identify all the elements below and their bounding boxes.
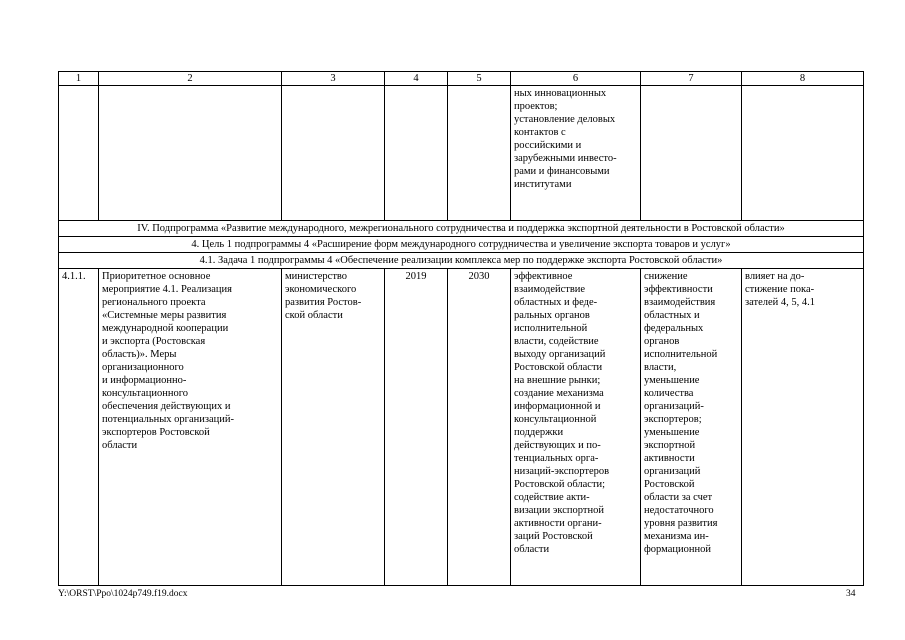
col-number-1: 1 — [59, 72, 99, 86]
indicator-link: влияет на до- стижение пока- зателей 4, 5, 4.1 — [742, 269, 864, 586]
cont-cell-2 — [99, 86, 282, 221]
cont-cell-3 — [282, 86, 385, 221]
col-number-2: 2 — [99, 72, 282, 86]
col-number-7: 7 — [641, 72, 742, 86]
file-path: Y:\ORST\Ppo\1024p749.f19.docx — [58, 589, 188, 599]
cont-cell-1 — [59, 86, 99, 221]
col-number-3: 3 — [282, 72, 385, 86]
column-number-row — [59, 72, 864, 86]
executor: министерство экономического развития Ростов- ской области — [282, 269, 385, 586]
goal-title: 4. Цель 1 подпрограммы 4 «Расширение форм международного сотрудничества и увеличение экспорта товаров и услуг» — [59, 237, 864, 253]
non-implementation-consequences: снижение эффективности взаимодействия областных и федеральных органов исполнительной власти, уменьшение количества организаций- экспортеров; уменьшение экспортной активности организаций Ростовской области за счет недостаточного уровня развития механизма ин- формационной — [641, 269, 742, 586]
expected-result: эффективное взаимодействие областных и феде- ральных органов исполнительной власти, содействие выходу организаций Ростовской области на внешние рынки; создание механизма информационной и консультационной поддержки действующих и по- тенциальных орга- низаций-экспортеров Ростовской области; содействие акти- визации экспортной активности органи- заций Ростовской области — [511, 269, 641, 586]
cont-cell-5 — [448, 86, 511, 221]
page-number: 34 — [846, 589, 856, 599]
table-row — [59, 269, 864, 586]
end-year: 2030 — [448, 269, 511, 586]
cont-cell-4 — [385, 86, 448, 221]
cont-cell-7 — [641, 86, 742, 221]
col-number-6: 6 — [511, 72, 641, 86]
program-table — [58, 71, 864, 586]
col-number-4: 4 — [385, 72, 448, 86]
goal-row — [59, 237, 864, 253]
start-year: 2019 — [385, 269, 448, 586]
subprogram-row — [59, 221, 864, 237]
measure-name: Приоритетное основное мероприятие 4.1. Реализация регионального проекта «Системные меры развития международной кооперации и экспорта (Ростовская область)». Меры организационного и информационно- консультационного обеспечения действующих и потенциальных организаций- экспортеров Ростовской области — [99, 269, 282, 586]
subprogram-title: IV. Подпрограмма «Развитие международного, межрегионального сотрудничества и поддержка экспортной деятельности в Ростовской области» — [59, 221, 864, 237]
cont-cell-8 — [742, 86, 864, 221]
cont-result-text: ных инновационных проектов; установление деловых контактов с российскими и зарубежными инвесто- рами и финансовыми институтами — [511, 86, 641, 221]
task-title: 4.1. Задача 1 подпрограммы 4 «Обеспечение реализации комплекса мер по поддержке экспорта Ростовской области» — [59, 253, 864, 269]
task-row — [59, 253, 864, 269]
col-number-5: 5 — [448, 72, 511, 86]
col-number-8: 8 — [742, 72, 864, 86]
row-number: 4.1.1. — [59, 269, 99, 586]
continuation-row — [59, 86, 864, 221]
